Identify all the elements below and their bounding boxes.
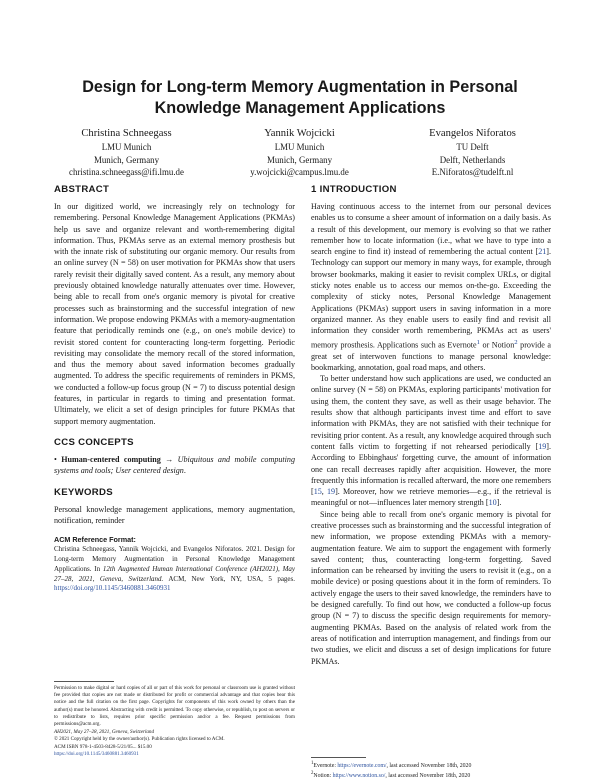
abstract-heading: ABSTRACT — [54, 184, 110, 195]
ccs-concept: Human-centered computing — [61, 454, 161, 464]
footnote-2: $^2$Notion: https://www.notion.so/, last accessed November 18th, 2020 — [311, 771, 471, 780]
footnote-1: $^1$Evernote: https://evernote.com/, last accessed November 18th, 2020 — [311, 761, 472, 769]
ccs-subconcept: Ubiquitous and mobile computing systems and tools; User centered design — [54, 454, 296, 476]
author-email[interactable]: y.wojcicki@campus.lmu.de — [250, 167, 349, 178]
acm-ref-doi-link[interactable]: https://doi.org/10.1145/3460881.3460931 — [54, 584, 171, 593]
ccs-text: • Human-centered computing → Ubiquitous and mobile computing systems and tools; User centered design. — [54, 454, 296, 476]
acm-ref-text: Christina Schneegass, Yannik Wojcicki, and Evangelos Niforatos. 2021. Design for Long-term Memory Augmentation in Personal Knowledge Management Applications. In 12th Augmented Human International Conference (AH2021), May 27–28, 2021, Geneva, Switzerland. ACM, New York, NY, USA, 5 pages. https://doi.org/10.1145/3460881.3460931 — [54, 545, 296, 593]
intro-paragraph-2: To better understand how such applications are used, we conducted an online survey (N = 58) on PKMAs, exploring participants' motivation for using them, the content they save, as well as their usage behavior. The results show that although participants invest time and effort to save information with PKMAs, they are not satisfied with their technique for revisiting prior content. As a result, any knowledge acquired through such content falls victim to forgetting if not rehearsed periodically [19]. According to Ebbinghaus' forgetting curve, the amount of information one can recall decreases rapidly after acquisition. However, the more frequently this information is recalled afterward, the more one remembers [15, 19]. Moreover, how we retrieve memories—e.g., if the retrieval is meaningful or not—influences later memory strength [10]. — [311, 374, 551, 508]
permission-doi-link[interactable]: https://doi.org/10.1145/3460881.3460931 — [54, 750, 139, 757]
author-email[interactable]: E.Niforatos@tudelft.nl — [431, 167, 514, 178]
acm-ref-heading: ACM Reference Format: — [54, 535, 136, 545]
footnote-ref[interactable]: 2 — [514, 338, 518, 346]
citation-link[interactable]: 15 — [313, 487, 322, 497]
footnote-divider — [311, 757, 366, 758]
footnotes — [311, 760, 551, 780]
author-location: Munich, Germany — [93, 154, 160, 165]
footnote-ref[interactable]: 1 — [476, 338, 481, 346]
author-2 — [213, 127, 386, 179]
intro-paragraph-1: Having continuous access to the internet from our personal devices enables us to consume a sheer amount of information on a daily basis. As a result of this development, our memory is evolving so that we rather remember how to locate information (i.e., what we have to type into a search engine to find it) instead of remembering the actual content [21]. Technology can support our memory in many ways, for example, through browser bookmarks, making it easier to revisit complex URLs, or digital sticky notes enable us to access our memos on-the-go. Exceeding the complexity of sticky notes, Personal Knowledge Management Applications (PKMAs) support users in saving information in a more organized manner. As they enable users to easily find and revisit all information they consider worth remembering, PKMAs act as users' memory prosthesis. Applications such as Evernote$^1$ or Notion$^2$ provide a great set of interwoven functions to manage personal knowledge: bookmarking, annotation, goal road maps, and others. — [311, 202, 551, 372]
author-name: Christina Schneegass — [81, 128, 172, 139]
keywords-heading: KEYWORDS — [54, 486, 113, 498]
left-column — [54, 184, 295, 594]
intro-paragraph-3: Since being able to recall from one's organic memory is pivotal for creative processes such as brainstorming and the successful integration of new information, we propose extending PKMAs with a memory-augmentation feature. We aim to support the engagement with formerly saved content; thus, counteracting long-term forgetting. Saved information can be rehearsed by inviting the users to revisit it (e.g., on a mobile device) or posing questions about it in the form of reminders. To actively engage the users to their saved knowledge, the reminders have to be designed carefully. To find out how, we conducted a follow-up focus group (N = 7) to discuss the specific design requirements for memory-augmenting PKMAs. Based on the analysis of related work from the areas of notification and interruption management, and findings from our two studies, we elicit and discuss a set of design implications for future PKMAs. — [311, 509, 551, 666]
permission-venue: AH2021, May 27–28, 2021, Geneva, Switzerland — [54, 729, 155, 736]
author-affiliation: TU Delft — [456, 142, 489, 152]
permission-block — [54, 685, 295, 758]
ccs-heading: CCS CONCEPTS — [54, 436, 134, 448]
author-affiliation: LMU Munich — [274, 142, 325, 152]
citation-link[interactable]: 21 — [538, 247, 547, 257]
introduction-heading: 1 INTRODUCTION — [311, 184, 397, 195]
author-location: Munich, Germany — [266, 154, 333, 165]
ccs-bullet: • — [54, 454, 57, 464]
permission-divider — [54, 681, 114, 682]
citation-link[interactable]: 19 — [538, 441, 547, 451]
abstract-text: In our digitized world, we increasingly rely on technology for remembering. Personal Knowledge Management Applications (PKMAs) help us save and organize relevant and worth-remembering digital information. Thus, PKMAs serve as an external memory prosthesis but with the innate risk of substituting our organic memory. Our results from an online survey (N = 58) on user motivation for PKMAs show that users rarely revisit their digitally saved content. As a result, any memory about previously obtained knowledge naturally attenuates over time. However, being able to recall from one's organic memory is pivotal for creative processes such as brainstorming and the successful integration of new information. We propose endowing PKMAs with a memory-augmentation feature that periodically reminds one (e.g., on one's mobile device) to revisit stored content for counteracting long-term forgetting. Periodic revisiting may consolidate the memory recall of the stored information, and thus the memory about saved information becomes gradually augmented. To address the specific requirements of reminders in PKMS, we conducted a follow-up focus group (N = 7) to discuss potential design features, in particular in regards to timing and presentation format. Ultimately, we elicit a set of design principles for future PKMAs that support memory augmentation. — [54, 202, 295, 426]
permission-isbn: ACM ISBN 978-1-4503-8428-5/21/05... $15.00 — [54, 743, 152, 750]
right-column — [311, 184, 551, 667]
ccs-arrow: → — [160, 454, 178, 464]
author-affiliation: LMU Munich — [101, 142, 152, 152]
citation-link[interactable]: 10 — [488, 498, 497, 508]
author-email[interactable]: christina.schneegass@ifi.lmu.de — [69, 167, 184, 178]
author-1 — [40, 127, 213, 179]
citation-link[interactable]: 19 — [327, 487, 336, 497]
footnote-link[interactable]: https://evernote.com/ — [337, 762, 387, 769]
author-location: Delft, Netherlands — [439, 154, 506, 165]
permission-text: Permission to make digital or hard copies of all or part of this work for personal or classroom use is granted without fee provided that copies are not made or distributed for profit or commercial advantage and that copies bear this notice and the full citation on the first page. Copyrights for components of this work owned by others than the author(s) must be honored. Abstracting with credit is permitted. To copy otherwise, or republish, to post on servers or to redistribute to lists, requires prior specific permission and/or a fee. Request permissions from permissions@acm.org. — [54, 685, 295, 728]
author-3 — [386, 127, 559, 179]
keywords-text: Personal knowledge management applications, memory augmentation, notification, reminder — [54, 504, 295, 525]
paper-title: Design for Long-term Memory Augmentation in Personal Knowledge Management Applications — [82, 78, 518, 117]
footnote-link[interactable]: https://www.notion.so/ — [332, 773, 386, 780]
author-name: Yannik Wojcicki — [264, 128, 335, 139]
permission-copyright: © 2021 Copyright held by the owner/author(s). Publication rights licensed to ACM. — [54, 736, 225, 743]
author-name: Evangelos Niforatos — [429, 128, 516, 139]
